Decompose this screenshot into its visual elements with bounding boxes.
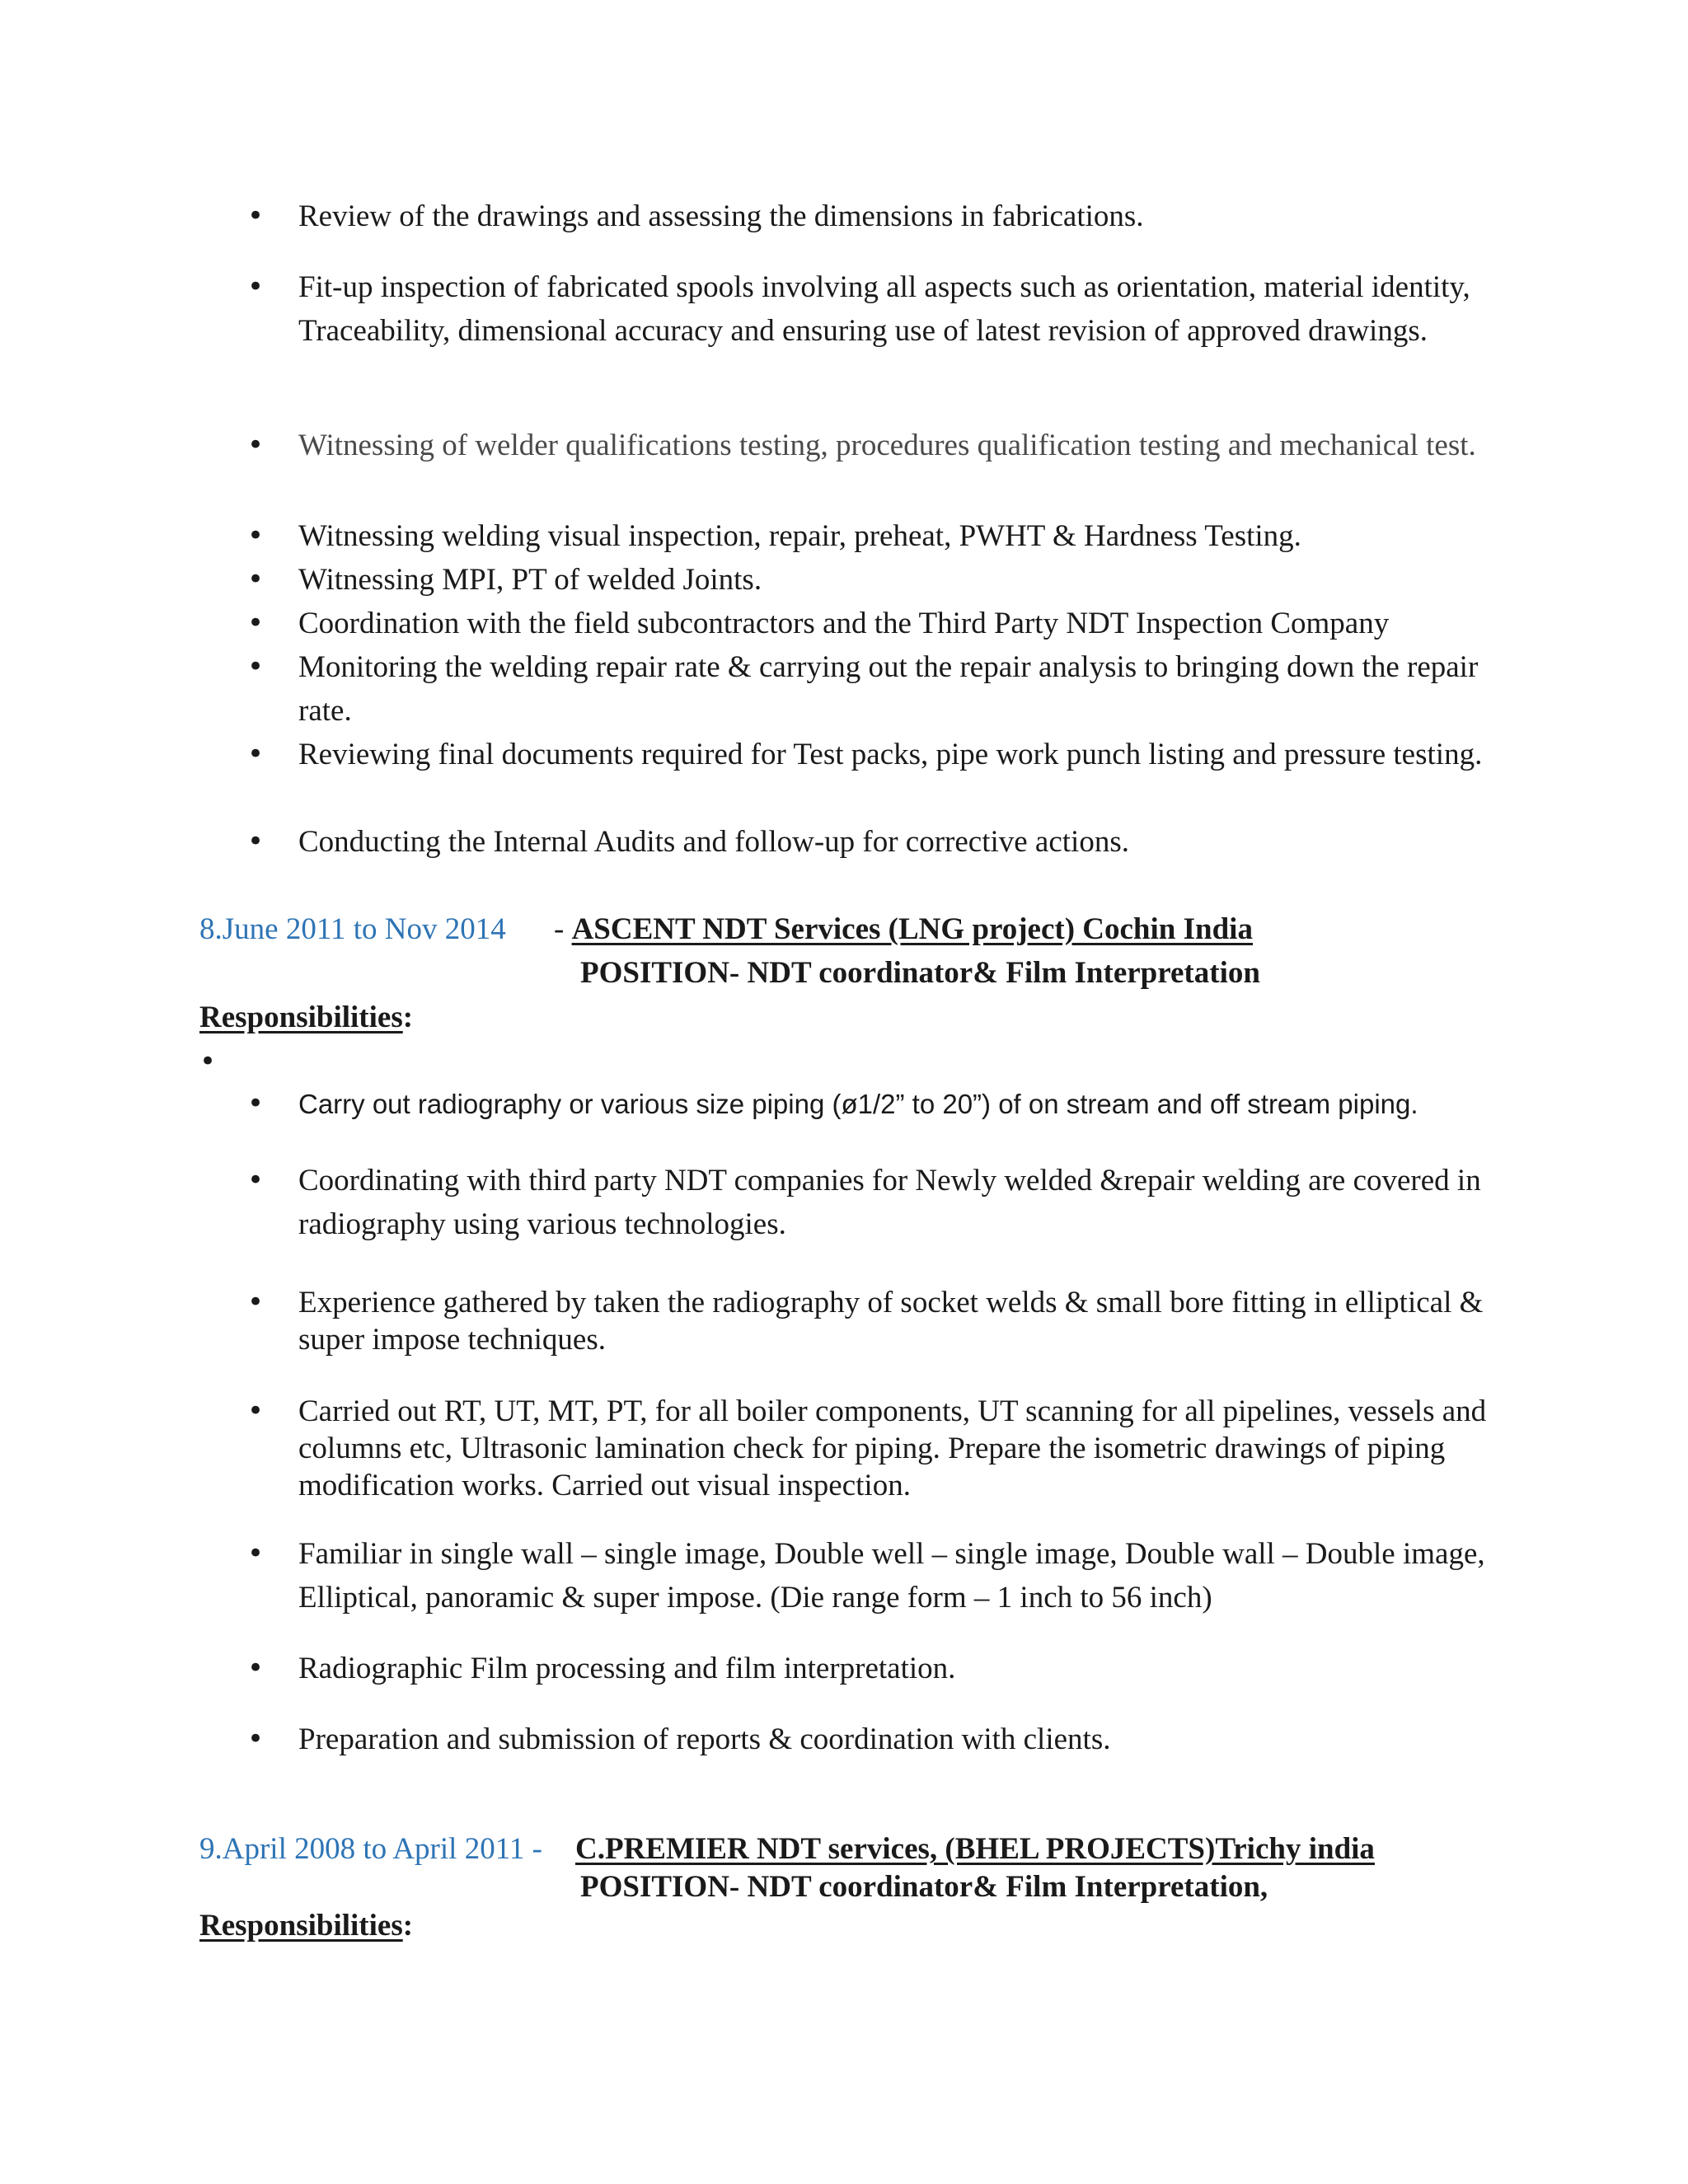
job-date: [199, 1827, 542, 1871]
bullet: •: [247, 738, 265, 771]
list-item: Witnessing welding visual inspection, repair, preheat, PWHT & Hardness Testing.: [298, 519, 1301, 553]
company-name: ASCENT NDT Services (LNG project) Cochin India: [571, 912, 1253, 946]
colon: :: [402, 1001, 414, 1034]
date-text: 9.April 2008 to April 2011: [199, 1832, 525, 1866]
empty-bullet: •: [199, 1045, 217, 1078]
bullet: •: [247, 825, 265, 858]
bullet: •: [247, 1722, 265, 1755]
list-item: Carry out radiography or various size piping (ø1/2” to 20”) of on stream and off stream piping.: [298, 1089, 1418, 1119]
list-item: Radiographic Film processing and film interpretation.: [298, 1652, 956, 1685]
responsibilities-label: Responsibilities: [199, 1001, 403, 1034]
bullet: •: [247, 1652, 265, 1685]
list-item: Conducting the Internal Audits and follow-up for corrective actions.: [298, 825, 1129, 859]
bullet: •: [247, 1164, 265, 1197]
bullet: •: [247, 607, 265, 640]
bullet: •: [247, 1087, 265, 1120]
bullet: •: [247, 1286, 265, 1319]
list-item: Witnessing MPI, PT of welded Joints.: [298, 563, 762, 597]
bullet: •: [247, 1537, 265, 1570]
bullet: •: [247, 650, 265, 683]
list-item: Witnessing of welder qualifications testing, procedures qualification testing and mechanical test.: [298, 429, 1476, 462]
job-position: POSITION- NDT coordinator& Film Interpretation,: [580, 1870, 1268, 1904]
list-item: Carried out RT, UT, MT, PT, for all boiler components, UT scanning for all pipelines, vessels and columns etc, Ultrasonic lamination check for piping. Prepare the isometric drawings of piping modification works. Carried out visual inspection.: [298, 1394, 1487, 1502]
bullet: •: [247, 270, 265, 303]
separator: -: [554, 912, 565, 946]
list-item: Review of the drawings and assessing the dimensions in fabrications.: [298, 199, 1144, 233]
responsibilities-label: Responsibilities: [199, 1909, 403, 1943]
list-item: Monitoring the welding repair rate & carrying out the repair analysis to bringing down the repair rate.: [298, 650, 1479, 728]
job-company: [554, 907, 1253, 951]
list-item: Coordination with the field subcontractors and the Third Party NDT Inspection Company: [298, 607, 1390, 640]
job-date: 8.June 2011 to Nov 2014: [199, 912, 506, 946]
responsibilities-heading: [199, 1904, 413, 1947]
list-item: Fit-up inspection of fabricated spools involving all aspects such as orientation, material identity, Traceability, dimensional accuracy and ensuring use of latest revision of approved drawings.: [298, 270, 1470, 348]
bullet: •: [247, 199, 265, 232]
bullet: •: [247, 519, 265, 552]
responsibilities-heading: [199, 996, 413, 1039]
company-name: C.PREMIER NDT services, (BHEL PROJECTS)Trichy india: [575, 1832, 1375, 1866]
bullet: •: [247, 1394, 265, 1427]
list-item: Familiar in single wall – single image, Double well – single image, Double wall – Double image, Elliptical, panoramic & super impose. (Die range form – 1 inch to 56 inch): [298, 1537, 1485, 1615]
list-item: Preparation and submission of reports & coordination with clients.: [298, 1722, 1111, 1756]
bullet: •: [247, 563, 265, 596]
separator: -: [532, 1832, 542, 1866]
list-item: Coordinating with third party NDT companies for Newly welded &repair welding are covered in radiography using various technologies.: [298, 1164, 1481, 1241]
job-position: POSITION- NDT coordinator& Film Interpretation: [580, 956, 1260, 990]
list-item: Experience gathered by taken the radiography of socket welds & small bore fitting in elliptical & super impose techniques.: [298, 1286, 1484, 1357]
bullet: •: [247, 429, 265, 462]
colon: :: [402, 1909, 414, 1943]
list-item: Reviewing final documents required for Test packs, pipe work punch listing and pressure testing.: [298, 738, 1483, 771]
